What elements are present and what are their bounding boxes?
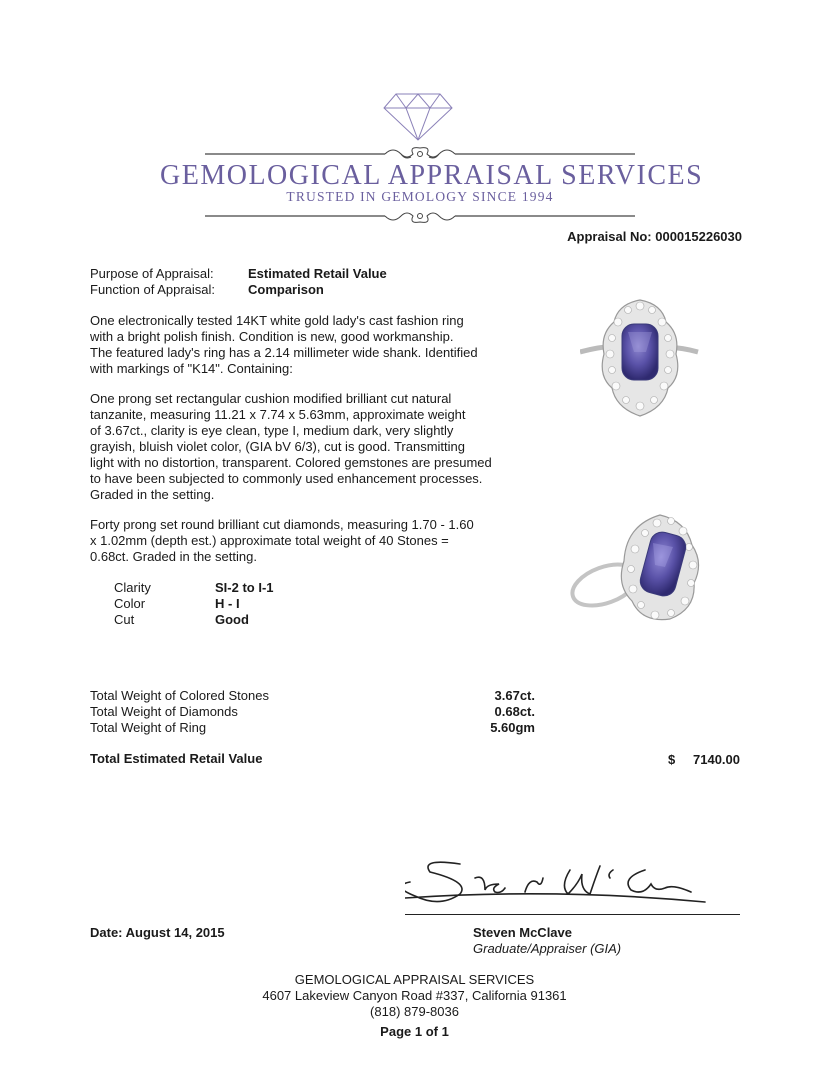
tanzanite-paragraph [90, 391, 492, 503]
company-title: GEMOLOGICAL APPRAISAL SERVICES [160, 160, 704, 191]
description-line: with markings of "K14". Containing: [90, 361, 293, 376]
diamonds-paragraph [90, 517, 474, 565]
total-diamonds-label: Total Weight of Diamonds [90, 704, 238, 719]
description-line: One electronically tested 14KT white gold lady's cast fashion ring [90, 313, 464, 328]
grade-value-clarity: SI-2 to I-1 [215, 580, 274, 595]
handwritten-signature [405, 852, 730, 912]
appraisal-date: Date: August 14, 2015 [90, 925, 225, 940]
retail-currency: $ [668, 752, 676, 767]
description-line: grayish, bluish violet color, (GIA bV 6/3), cut is good. Transmitting [90, 439, 466, 454]
purpose-label: Purpose of Appraisal: [90, 266, 214, 281]
grade-label-clarity: Clarity [114, 580, 151, 595]
footer-phone: (818) 879-8036 [370, 1004, 459, 1019]
description-line: One prong set rectangular cushion modified brilliant cut natural [90, 391, 452, 406]
grade-value-cut: Good [215, 612, 249, 627]
appraisal-number: Appraisal No: 000015226030 [567, 229, 742, 244]
retail-value-label: Total Estimated Retail Value [90, 751, 263, 766]
ring-top-view-image [580, 292, 700, 442]
grade-label-color: Color [114, 596, 146, 611]
description-line: Graded in the setting. [90, 487, 215, 502]
function-label: Function of Appraisal: [90, 282, 216, 297]
retail-value: 7140.00 [693, 752, 740, 767]
total-ring-weight-label: Total Weight of Ring [90, 720, 207, 735]
page-number: Page 1 of 1 [380, 1024, 449, 1039]
grade-value-color: H - I [215, 596, 240, 611]
ornament-divider-bottom [205, 206, 635, 226]
ring-side-view-image [565, 505, 715, 655]
description-line: tanzanite, measuring 11.21 x 7.74 x 5.63mm, approximate weight [90, 407, 466, 422]
function-value: Comparison [248, 282, 324, 297]
purpose-value: Estimated Retail Value [248, 266, 387, 281]
description-line: The featured lady's ring has a 2.14 millimeter wide shank. Identified [90, 345, 478, 360]
description-line: light with no distortion, transparent. Colored gemstones are presumed [90, 455, 492, 470]
appraiser-title: Graduate/Appraiser (GIA) [473, 941, 622, 956]
company-tagline: TRUSTED IN GEMOLOGY SINCE 1994 [286, 189, 554, 204]
description-paragraph [90, 313, 478, 377]
total-diamonds-value: 0.68ct. [494, 704, 535, 719]
description-line: x 1.02mm (depth est.) approximate total weight of 40 Stones = [90, 533, 449, 548]
diamond-logo-icon [382, 92, 454, 142]
description-line: to have been subjected to commonly used enhancement processes. [90, 471, 483, 486]
total-ring-weight-value: 5.60gm [490, 720, 535, 735]
footer-address: 4607 Lakeview Canyon Road #337, California 91361 [262, 988, 567, 1003]
grade-label-cut: Cut [114, 612, 135, 627]
description-line: of 3.67ct., clarity is eye clean, type I, medium dark, very slightly [90, 423, 454, 438]
appraiser-name: Steven McClave [473, 925, 572, 940]
description-line: Forty prong set round brilliant cut diamonds, measuring 1.70 - 1.60 [90, 517, 474, 532]
total-colored-stones-value: 3.67ct. [494, 688, 535, 703]
signature-line [405, 914, 740, 915]
description-line: with a bright polish finish. Condition is new, good workmanship. [90, 329, 454, 344]
description-line: 0.68ct. Graded in the setting. [90, 549, 257, 564]
total-colored-stones-label: Total Weight of Colored Stones [90, 688, 269, 703]
footer-company: GEMOLOGICAL APPRAISAL SERVICES [294, 972, 535, 987]
